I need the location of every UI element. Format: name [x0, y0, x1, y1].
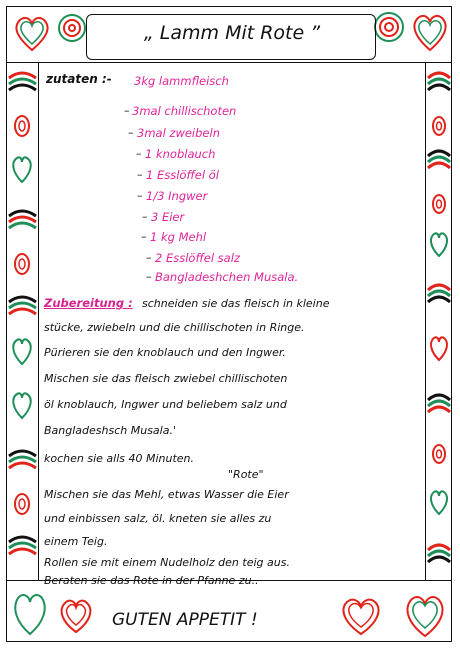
preparation-label: Zubereitung : [44, 296, 133, 310]
right-decoration-strip [427, 64, 451, 580]
preparation-line: Mischen sie das fleisch zwiebel chillischoten [44, 372, 288, 385]
ingredient-item: 3 Eier [151, 210, 185, 224]
heart-icon [336, 592, 386, 638]
bullet-dash: – [137, 168, 143, 181]
preparation-line: Bangladeshsch Musala.' [44, 424, 176, 437]
preparation-line: öl knoblauch, Ingwer und beliebem salz und [44, 398, 287, 411]
preparation-line: und einbissen salz, öl. kneten sie alles zu [44, 512, 272, 525]
heart-icon [10, 584, 50, 638]
bullet-dash: – [141, 230, 147, 243]
preparation-line: Beraten sie das Rote in der Pfanne zu.. [44, 574, 259, 587]
rote-subheading: "Rote" [228, 468, 264, 481]
bullet-dash: – [146, 251, 152, 264]
right-divider [425, 62, 426, 580]
recipe-title: „ Lamm Mit Rote ” [143, 22, 321, 44]
ingredient-item: 3mal zweibeln [137, 126, 220, 140]
heart-icon [10, 10, 54, 54]
closing-greeting: GUTEN APPETIT ! [112, 610, 258, 630]
ingredient-item: 1 Esslöffel öl [146, 168, 219, 182]
preparation-line: Mischen sie das Mehl, etwas Wasser die Eier [44, 488, 289, 501]
preparation-line: schneiden sie das fleisch in kleine [142, 297, 330, 310]
top-divider [6, 62, 452, 63]
bullet-dash: – [124, 104, 130, 117]
bullet-dash: – [142, 210, 148, 223]
ingredient-item: 2 Esslöffel salz [155, 251, 240, 265]
preparation-line: einem Teig. [44, 535, 108, 548]
left-divider [38, 62, 39, 580]
ingredient-item: 3kg lammfleisch [134, 74, 229, 88]
ingredient-item: 1 knoblauch [145, 147, 216, 161]
ingredient-item: 3mal chillischoten [132, 104, 237, 118]
preparation-line: kochen sie alls 40 Minuten. [44, 452, 195, 465]
ingredients-label: zutaten :- [46, 72, 112, 86]
preparation-line: Pürieren sie den knoblauch und den Ingwer. [44, 346, 286, 359]
ingredient-item: Bangladeshchen Musala. [155, 270, 299, 284]
bullet-dash: – [137, 189, 143, 202]
bullet-dash: – [136, 147, 142, 160]
preparation-line: stücke, zwiebeln und die chillischoten in Ringe. [44, 321, 305, 334]
spiral-icon [56, 12, 88, 44]
bullet-dash: – [146, 270, 152, 283]
spiral-icon [372, 10, 406, 44]
heart-icon [400, 586, 450, 640]
left-decoration-strip [7, 64, 38, 580]
ingredient-item: 1/3 Ingwer [146, 189, 208, 203]
ingredient-item: 1 kg Mehl [150, 230, 207, 244]
preparation-line: Rollen sie mit einem Nudelholz den teig aus. [44, 556, 290, 569]
heart-icon [408, 8, 452, 54]
heart-icon [56, 592, 96, 636]
bullet-dash: – [128, 126, 134, 139]
